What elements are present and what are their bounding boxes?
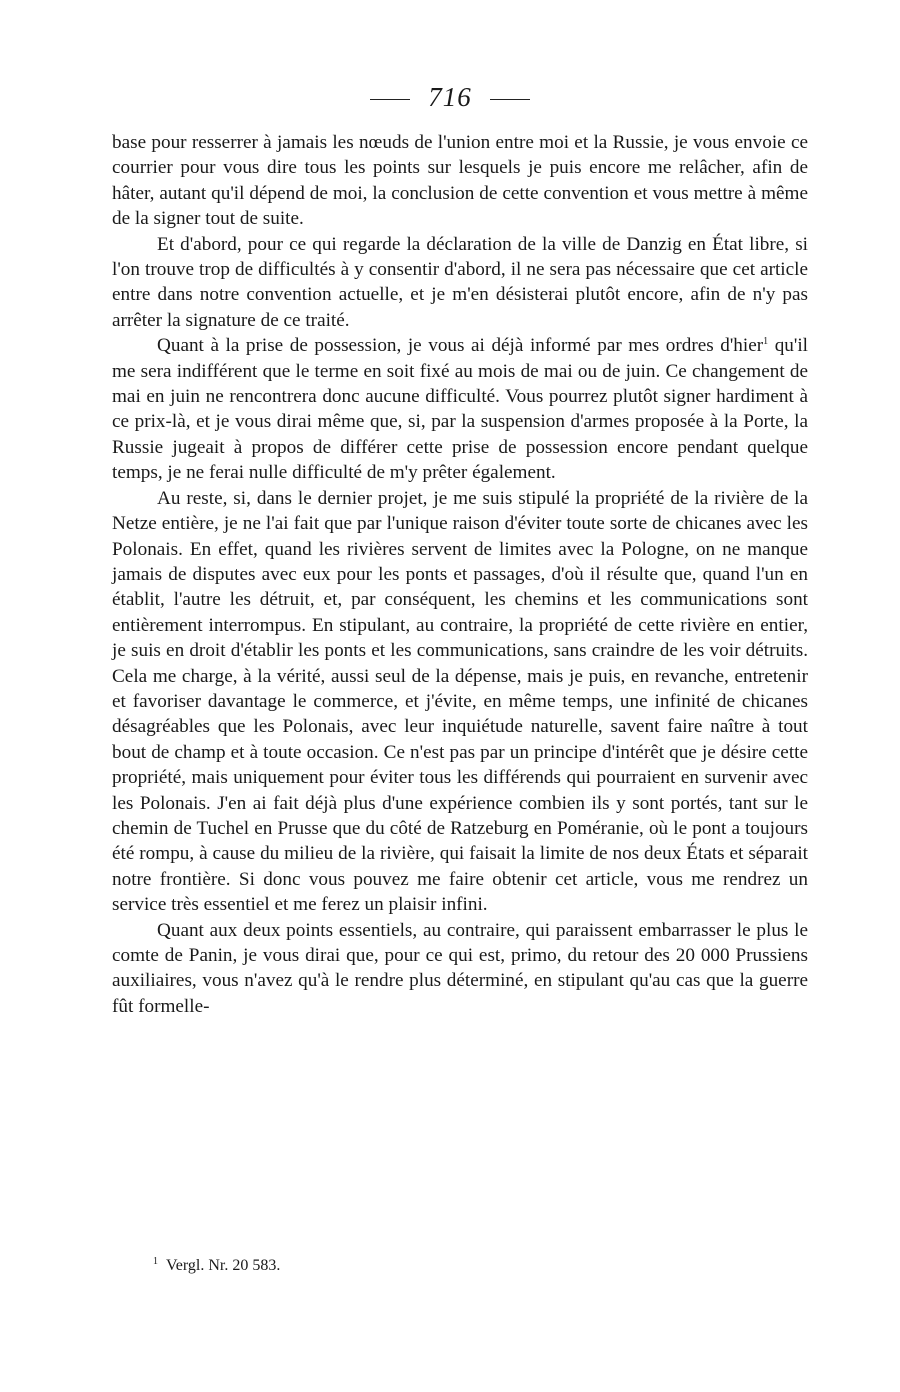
header-dash-right xyxy=(490,99,530,100)
header-dash-left xyxy=(370,99,410,100)
body-text xyxy=(112,130,808,1019)
footnote-mark: 1 xyxy=(153,1256,158,1267)
footnote-reference: 1 xyxy=(763,336,769,348)
paragraph-3 xyxy=(112,333,808,485)
footnote-text: Vergl. Nr. 20 583. xyxy=(166,1257,281,1274)
paragraph-4: Au reste, si, dans le dernier projet, je me suis stipulé la propriété de la rivière de la Netze entière, je ne l'ai fait que par l'unique raison d'éviter toute sorte de chicanes avec les Polonais. En effet, quand les rivières servent de limites avec la Pologne, on ne manque jamais de disputes avec eux pour les ponts et passages, d'où il résulte que, quand l'un en établit, l'autre les détruit, et, par conséquent, les chemins et les communications sont entièrement interrompus. En stipulant, au contraire, la propriété de cette rivière en entier, je suis en droit d'établir les ponts et les communications, sans craindre de les voir détruits. Cela me charge, à la vérité, aussi seul de la dépense, mais je puis, en revanche, entretenir et favoriser davantage le commerce, et j'évite, en même temps, une infinité de chicanes désagréables que les Polonais, avec leur inquiétude naturelle, savent faire naître à tout bout de champ et à toute occasion. Ce n'est pas par un principe d'intérêt que je désire cette propriété, mais uniquement pour éviter tous les différends qui pourraient en survenir avec les Polonais. J'en ai fait déjà plus d'une expérience combien ils y sont portés, tant sur le chemin de Tuchel en Prusse que du côté de Ratzeburg en Poméranie, où le pont a toujours été rompu, à cause du milieu de la rivière, qui faisait la limite de nos deux États et séparait notre frontière. Si donc vous pouvez me faire obtenir cet article, vous me rendrez un service très essentiel et me ferez un plaisir infini. xyxy=(112,487,808,916)
paragraph-5: Quant aux deux points essentiels, au contraire, qui paraissent embarrasser le plus le comte de Panin, je vous dirai que, pour ce qui est, primo, du retour des 20 000 Prussiens auxiliaires, vous n'avez qu'à le rendre plus déterminé, en stipulant qu'au cas que la guerre fût formelle- xyxy=(112,919,808,1017)
paragraph-2: Et d'abord, pour ce qui regarde la déclaration de la ville de Danzig en État libre, si l'on trouve trop de difficultés à y consentir d'abord, il ne sera pas nécessaire que cet article entre dans notre convention actuelle, et je m'en désisterai plutôt encore, afin de n'y pas arrêter la signature de ce traité. xyxy=(112,233,808,331)
page-number: 716 xyxy=(428,82,472,112)
paragraph-1: base pour resserrer à jamais les nœuds de l'union entre moi et la Russie, je vous envoie ce courrier pour vous dire tous les points sur lesquels je puis encore me relâcher, afin de hâter, autant qu'il dépend de moi, la conclusion de cette convention et vous mettre à même de la signer tout de suite. xyxy=(112,132,808,230)
paragraph-3-before-note: Quant à la prise de possession, je vous ai déjà informé par mes ordres d'hier xyxy=(157,335,764,357)
paragraph-3-after-note: qu'il me sera indifférent que le terme en soit fixé au mois de mai ou de juin. Ce changement de mai en juin ne rencontrera donc aucune difficulté. Vous pourrez plutôt signer hardiment à ce prix-là, et je vous dirai même que, si, par la suspension d'armes proposée à la Porte, la Russie jugeait à propos de différer cette prise de possession encore pendant quelque temps, je ne ferai nulle difficulté de m'y prêter également. xyxy=(112,335,808,484)
page-header xyxy=(0,82,900,113)
footnote xyxy=(153,1252,753,1276)
